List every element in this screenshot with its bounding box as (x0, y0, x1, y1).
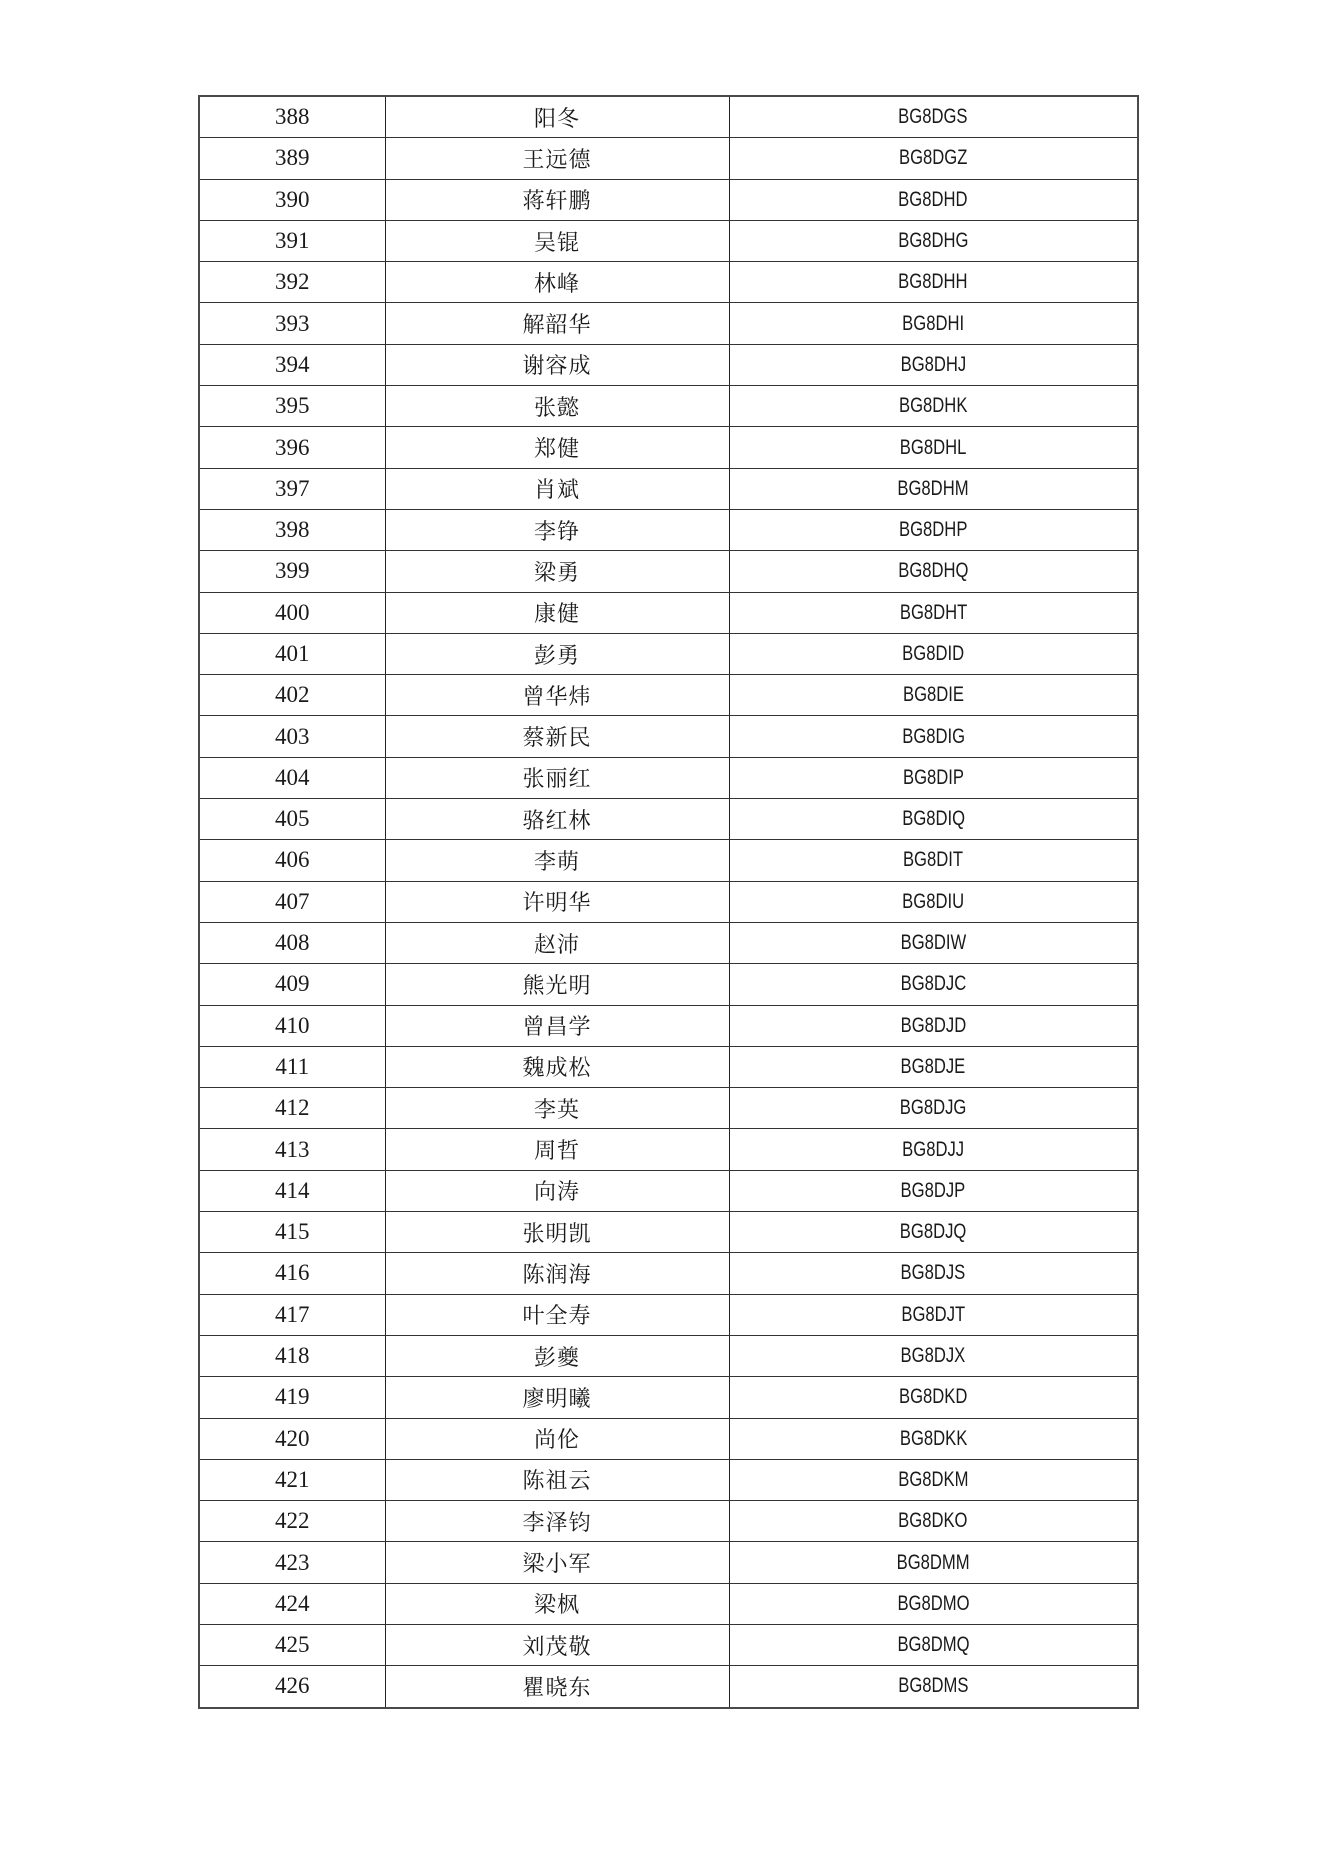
name-cell-text: 张明凯 (522, 1221, 592, 1247)
table-row (199, 96, 1138, 138)
row-number-cell (199, 1501, 385, 1542)
row-number-cell (199, 840, 385, 881)
name-cell-text: 梁勇 (533, 560, 580, 586)
row-number-cell (199, 138, 385, 179)
name-cell (385, 179, 729, 220)
name-cell-text: 郑健 (533, 437, 580, 463)
table-row (199, 1129, 1138, 1170)
callsign-cell (749, 922, 1117, 963)
name-cell (385, 344, 729, 385)
table-row (199, 1624, 1138, 1665)
callsign-cell (749, 509, 1117, 550)
callsign-cell (749, 1377, 1117, 1418)
name-cell-text: 许明华 (522, 891, 592, 917)
callsign-cell-text: BG8DKO (898, 1509, 968, 1533)
callsign-cell (749, 344, 1117, 385)
name-cell (385, 220, 729, 261)
row-number-cell-text: 408 (275, 930, 310, 956)
table-row (199, 1666, 1138, 1708)
name-cell-text: 骆红林 (522, 808, 592, 834)
name-cell (385, 1335, 729, 1376)
callsign-cell-text: BG8DID (902, 642, 965, 665)
callsign-cell (749, 1088, 1117, 1129)
row-number-cell-text: 425 (275, 1632, 310, 1658)
name-cell (385, 592, 729, 633)
callsign-cell (749, 96, 1117, 138)
callsign-cell (749, 1129, 1117, 1170)
callsign-cell (749, 1253, 1117, 1294)
callsign-cell-text: BG8DJT (901, 1302, 966, 1326)
callsign-cell-text: BG8DMO (897, 1591, 970, 1615)
table-row (199, 1005, 1138, 1046)
row-number-cell (199, 1170, 385, 1211)
callsign-cell (749, 262, 1117, 303)
name-cell (385, 1459, 729, 1500)
callsign-cell-text: BG8DIE (902, 683, 964, 707)
name-cell-text: 肖斌 (533, 478, 580, 504)
row-number-cell (199, 922, 385, 963)
name-cell (385, 468, 729, 509)
callsign-cell (749, 1294, 1117, 1335)
row-number-cell (199, 1005, 385, 1046)
table-row (199, 1377, 1138, 1418)
name-cell-text: 向涛 (533, 1180, 580, 1206)
name-cell-text: 赵沛 (533, 932, 580, 958)
table-row (199, 964, 1138, 1005)
callsign-cell (749, 799, 1117, 840)
name-cell-text: 曾昌学 (522, 1015, 592, 1041)
row-number-cell (199, 1666, 385, 1708)
row-number-cell-text: 412 (275, 1095, 310, 1121)
callsign-cell (749, 1170, 1117, 1211)
name-cell (385, 1170, 729, 1211)
name-cell-text: 陈润海 (522, 1262, 592, 1288)
name-cell-text: 解韶华 (522, 313, 592, 339)
callsign-cell-text: BG8DHI (902, 311, 965, 335)
row-number-cell (199, 1088, 385, 1129)
name-cell (385, 1253, 729, 1294)
name-cell-text: 叶全寿 (522, 1304, 592, 1330)
row-number-cell (199, 1046, 385, 1087)
name-cell-text: 熊光明 (522, 973, 592, 999)
row-number-cell (199, 179, 385, 220)
table-row (199, 1501, 1138, 1542)
callsign-cell (749, 964, 1117, 1005)
row-number-cell-text: 392 (275, 269, 310, 295)
table-row (199, 1459, 1138, 1500)
callsign-cell (749, 1418, 1117, 1459)
name-cell-text: 彭勇 (533, 643, 580, 669)
callsign-table (198, 95, 1139, 1709)
callsign-cell-text: BG8DHQ (898, 559, 969, 583)
callsign-cell (749, 757, 1117, 798)
row-number-cell-text: 397 (275, 475, 310, 501)
table-row (199, 220, 1138, 261)
row-number-cell-text: 388 (275, 104, 310, 130)
name-cell (385, 799, 729, 840)
name-cell-text: 梁小军 (522, 1552, 592, 1578)
name-cell (385, 1377, 729, 1418)
row-number-cell-text: 417 (275, 1301, 310, 1327)
row-number-cell-text: 405 (275, 806, 310, 832)
name-cell-text: 陈祖云 (522, 1469, 592, 1495)
callsign-cell-text: BG8DMS (898, 1674, 969, 1698)
name-cell (385, 303, 729, 344)
row-number-cell-text: 390 (275, 186, 310, 212)
row-number-cell-text: 410 (275, 1012, 310, 1038)
row-number-cell (199, 964, 385, 1005)
row-number-cell-text: 422 (275, 1508, 310, 1534)
row-number-cell (199, 509, 385, 550)
name-cell (385, 1129, 729, 1170)
name-cell-text: 梁枫 (533, 1593, 580, 1619)
table-row (199, 427, 1138, 468)
row-number-cell-text: 400 (275, 599, 310, 625)
callsign-cell-text: BG8DIT (903, 848, 964, 872)
name-cell-text: 王远德 (522, 147, 592, 173)
row-number-cell-text: 406 (275, 847, 310, 873)
row-number-cell-text: 393 (275, 310, 310, 336)
row-number-cell (199, 96, 385, 138)
table-row (199, 551, 1138, 592)
name-cell (385, 1418, 729, 1459)
callsign-cell-text: BG8DGZ (899, 146, 968, 170)
name-cell-text: 周哲 (533, 1139, 580, 1165)
table-row (199, 1253, 1138, 1294)
row-number-cell (199, 881, 385, 922)
name-cell (385, 757, 729, 798)
name-cell (385, 427, 729, 468)
callsign-cell (749, 675, 1117, 716)
name-cell (385, 881, 729, 922)
table-row (199, 757, 1138, 798)
name-cell (385, 716, 729, 757)
callsign-cell (749, 303, 1117, 344)
name-cell (385, 675, 729, 716)
name-cell (385, 1501, 729, 1542)
row-number-cell (199, 1253, 385, 1294)
name-cell (385, 840, 729, 881)
table-row (199, 1335, 1138, 1376)
callsign-cell-text: BG8DIG (901, 724, 965, 748)
callsign-cell-text: BG8DHT (899, 600, 968, 624)
name-cell (385, 1542, 729, 1583)
row-number-cell-text: 418 (275, 1343, 310, 1369)
row-number-cell (199, 592, 385, 633)
name-cell (385, 1046, 729, 1087)
row-number-cell (199, 799, 385, 840)
row-number-cell (199, 1583, 385, 1624)
row-number-cell-text: 394 (275, 351, 310, 377)
name-cell-text: 廖明曦 (522, 1386, 592, 1412)
callsign-cell (749, 1212, 1117, 1253)
callsign-cell-text: BG8DHH (898, 270, 968, 294)
row-number-cell (199, 427, 385, 468)
name-cell-text: 林峰 (533, 271, 580, 297)
row-number-cell (199, 220, 385, 261)
table-row (199, 1212, 1138, 1253)
callsign-cell-text: BG8DJG (899, 1096, 967, 1120)
callsign-cell (749, 179, 1117, 220)
row-number-cell (199, 1212, 385, 1253)
name-cell-text: 谢容成 (522, 354, 592, 380)
name-cell (385, 1583, 729, 1624)
table-row (199, 1542, 1138, 1583)
name-cell-text: 李英 (533, 1097, 580, 1123)
callsign-cell-text: BG8DJQ (899, 1220, 967, 1244)
row-number-cell-text: 403 (275, 723, 310, 749)
callsign-cell-text: BG8DJD (900, 1013, 967, 1037)
callsign-cell (749, 1005, 1117, 1046)
row-number-cell (199, 716, 385, 757)
name-cell (385, 1666, 729, 1708)
callsign-cell (749, 881, 1117, 922)
callsign-cell (749, 1335, 1117, 1376)
callsign-cell-text: BG8DKK (899, 1426, 968, 1450)
row-number-cell-text: 420 (275, 1425, 310, 1451)
callsign-cell-text: BG8DHK (899, 394, 968, 418)
row-number-cell (199, 1418, 385, 1459)
callsign-cell (749, 1542, 1117, 1583)
row-number-cell-text: 426 (275, 1673, 310, 1699)
name-cell-text: 李泽钧 (522, 1510, 592, 1536)
table-row (199, 1046, 1138, 1087)
callsign-cell (749, 386, 1117, 427)
callsign-cell (749, 1501, 1117, 1542)
callsign-cell (749, 1046, 1117, 1087)
table-row (199, 1294, 1138, 1335)
table-row (199, 303, 1138, 344)
name-cell-text: 尚伦 (533, 1428, 580, 1454)
callsign-cell-text: BG8DGS (898, 105, 968, 129)
name-cell (385, 386, 729, 427)
table-row (199, 840, 1138, 881)
table-row (199, 716, 1138, 757)
row-number-cell-text: 391 (275, 228, 310, 254)
name-cell-text: 瞿晓东 (522, 1675, 592, 1701)
callsign-cell-text: BG8DHL (899, 435, 967, 459)
name-cell-text: 刘茂敬 (522, 1634, 592, 1660)
name-cell (385, 551, 729, 592)
row-number-cell (199, 757, 385, 798)
callsign-cell (749, 1583, 1117, 1624)
row-number-cell (199, 344, 385, 385)
name-cell (385, 633, 729, 674)
row-number-cell (199, 386, 385, 427)
callsign-cell-text: BG8DMM (896, 1550, 970, 1574)
row-number-cell-text: 411 (275, 1053, 310, 1079)
name-cell (385, 922, 729, 963)
table-row (199, 138, 1138, 179)
row-number-cell-text: 395 (275, 393, 310, 419)
table-row (199, 922, 1138, 963)
name-cell (385, 138, 729, 179)
callsign-cell (749, 716, 1117, 757)
row-number-cell-text: 415 (275, 1219, 310, 1245)
row-number-cell-text: 402 (275, 682, 310, 708)
row-number-cell-text: 399 (275, 558, 310, 584)
name-cell (385, 1088, 729, 1129)
callsign-cell-text: BG8DJS (900, 1261, 966, 1285)
table-row (199, 509, 1138, 550)
name-cell-text: 康健 (533, 602, 580, 628)
name-cell-text: 蔡新民 (522, 726, 592, 752)
name-cell-text: 张丽红 (522, 767, 592, 793)
row-number-cell-text: 407 (275, 888, 310, 914)
name-cell (385, 1005, 729, 1046)
callsign-cell-text: BG8DHM (897, 476, 969, 500)
name-cell-text: 张懿 (533, 395, 580, 421)
name-cell (385, 262, 729, 303)
name-cell (385, 1624, 729, 1665)
row-number-cell (199, 1335, 385, 1376)
callsign-cell-text: BG8DJC (900, 972, 967, 996)
name-cell (385, 509, 729, 550)
row-number-cell-text: 423 (275, 1549, 310, 1575)
table-row (199, 633, 1138, 674)
row-number-cell (199, 1294, 385, 1335)
callsign-cell-text: BG8DJE (900, 1054, 966, 1078)
callsign-cell (749, 427, 1117, 468)
callsign-cell-text: BG8DHP (899, 518, 968, 542)
callsign-cell (749, 138, 1117, 179)
row-number-cell-text: 424 (275, 1590, 310, 1616)
callsign-cell-text: BG8DIU (902, 889, 965, 913)
row-number-cell (199, 551, 385, 592)
row-number-cell-text: 389 (275, 145, 310, 171)
table-row (199, 262, 1138, 303)
callsign-cell (749, 220, 1117, 261)
row-number-cell-text: 416 (275, 1260, 310, 1286)
row-number-cell-text: 404 (275, 764, 310, 790)
row-number-cell (199, 262, 385, 303)
callsign-cell (749, 1459, 1117, 1500)
table-row (199, 386, 1138, 427)
row-number-cell (199, 1129, 385, 1170)
row-number-cell-text: 414 (275, 1177, 310, 1203)
table-row (199, 881, 1138, 922)
table-row (199, 675, 1138, 716)
name-cell (385, 1212, 729, 1253)
name-cell-text: 李萌 (533, 849, 580, 875)
row-number-cell (199, 633, 385, 674)
row-number-cell-text: 419 (275, 1384, 310, 1410)
name-cell-text: 彭夔 (533, 1345, 580, 1371)
row-number-cell-text: 401 (275, 641, 310, 666)
row-number-cell (199, 1459, 385, 1500)
table-body (199, 96, 1138, 1708)
row-number-cell (199, 675, 385, 716)
row-number-cell (199, 303, 385, 344)
name-cell-text: 阳冬 (533, 106, 580, 132)
callsign-cell-text: BG8DKM (898, 1467, 969, 1491)
callsign-cell-text: BG8DIP (902, 765, 964, 789)
callsign-cell (749, 551, 1117, 592)
callsign-cell-text: BG8DIW (900, 931, 967, 955)
table-row (199, 468, 1138, 509)
row-number-cell (199, 1624, 385, 1665)
callsign-cell (749, 1624, 1117, 1665)
row-number-cell-text: 409 (275, 971, 310, 997)
table-row (199, 1088, 1138, 1129)
table-row (199, 799, 1138, 840)
name-cell-text: 吴锟 (533, 230, 580, 256)
name-cell-text: 曾华炜 (522, 684, 592, 710)
table-row (199, 1418, 1138, 1459)
table-row (199, 592, 1138, 633)
callsign-cell-text: BG8DIQ (901, 807, 965, 831)
name-cell (385, 96, 729, 138)
table-row (199, 1170, 1138, 1211)
row-number-cell-text: 421 (275, 1466, 310, 1492)
callsign-cell (749, 840, 1117, 881)
name-cell (385, 964, 729, 1005)
callsign-cell-text: BG8DHJ (900, 352, 967, 376)
table-row (199, 344, 1138, 385)
callsign-cell (749, 633, 1117, 674)
row-number-cell-text: 396 (275, 434, 310, 460)
callsign-cell-text: BG8DJP (900, 1178, 966, 1202)
table-row (199, 179, 1138, 220)
callsign-cell (749, 592, 1117, 633)
name-cell-text: 魏成松 (522, 1056, 592, 1082)
row-number-cell-text: 413 (275, 1136, 310, 1162)
callsign-cell-text: BG8DJX (900, 1344, 966, 1368)
callsign-cell-text: BG8DJJ (902, 1137, 965, 1161)
row-number-cell (199, 468, 385, 509)
name-cell (385, 1294, 729, 1335)
name-cell-text: 蒋轩鹏 (522, 189, 592, 215)
callsign-cell-text: BG8DHD (898, 187, 968, 211)
name-cell-text: 李铮 (533, 519, 580, 545)
row-number-cell (199, 1542, 385, 1583)
callsign-cell-text: BG8DMQ (897, 1633, 970, 1657)
callsign-cell (749, 1666, 1117, 1708)
table-row (199, 1583, 1138, 1624)
callsign-cell-text: BG8DKD (899, 1385, 968, 1409)
callsign-cell-text: BG8DHG (898, 229, 969, 253)
callsign-cell (749, 468, 1117, 509)
row-number-cell (199, 1377, 385, 1418)
row-number-cell-text: 398 (275, 517, 310, 543)
